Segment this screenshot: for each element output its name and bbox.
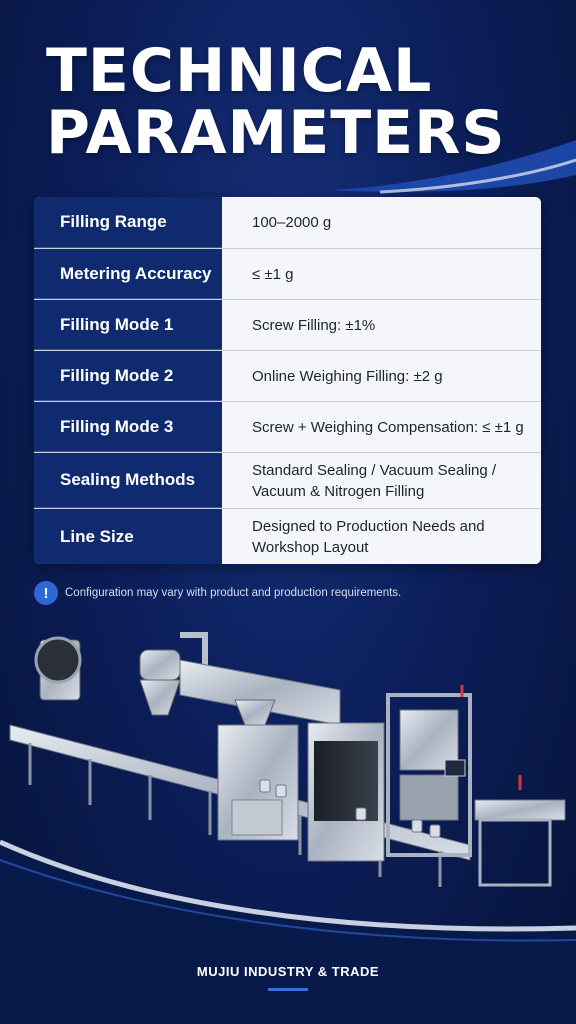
param-label: Sealing Methods [34, 453, 222, 508]
param-value: 100–2000 g [222, 197, 541, 248]
page-title [46, 36, 506, 168]
param-label: Filling Mode 2 [34, 351, 222, 401]
footer-accent-bar [268, 988, 308, 991]
table-row [34, 351, 541, 402]
exclamation-icon: ! [34, 581, 58, 605]
table-row [34, 249, 541, 300]
production-line-illustration [0, 615, 576, 915]
param-value: Screw Filling: ±1% [222, 300, 541, 350]
param-value: ≤ ±1 g [222, 249, 541, 299]
table-row [34, 402, 541, 453]
param-label: Line Size [34, 509, 222, 564]
table-row [34, 197, 541, 249]
table-row [34, 453, 541, 509]
param-value: Designed to Production Needs and Workshop Layout [222, 509, 541, 564]
param-label: Metering Accuracy [34, 249, 222, 299]
brand-footer: MUJIU INDUSTRY & TRADE [196, 964, 380, 979]
param-value: Standard Sealing / Vacuum Sealing / Vacuum & Nitrogen Filling [222, 453, 541, 508]
configuration-note [34, 581, 401, 605]
param-value: Online Weighing Filling: ±2 g [222, 351, 541, 401]
param-value: Screw + Weighing Compensation: ≤ ±1 g [222, 402, 541, 452]
parameters-table [34, 197, 541, 564]
param-label: Filling Mode 1 [34, 300, 222, 350]
param-label: Filling Range [34, 197, 222, 248]
title-line-1: TECHNICAL [46, 36, 433, 106]
table-row [34, 509, 541, 564]
title-line-2: PARAMETERS [46, 98, 506, 168]
table-row [34, 300, 541, 351]
note-text: Configuration may vary with product and production requirements. [65, 587, 402, 599]
param-label: Filling Mode 3 [34, 402, 222, 452]
